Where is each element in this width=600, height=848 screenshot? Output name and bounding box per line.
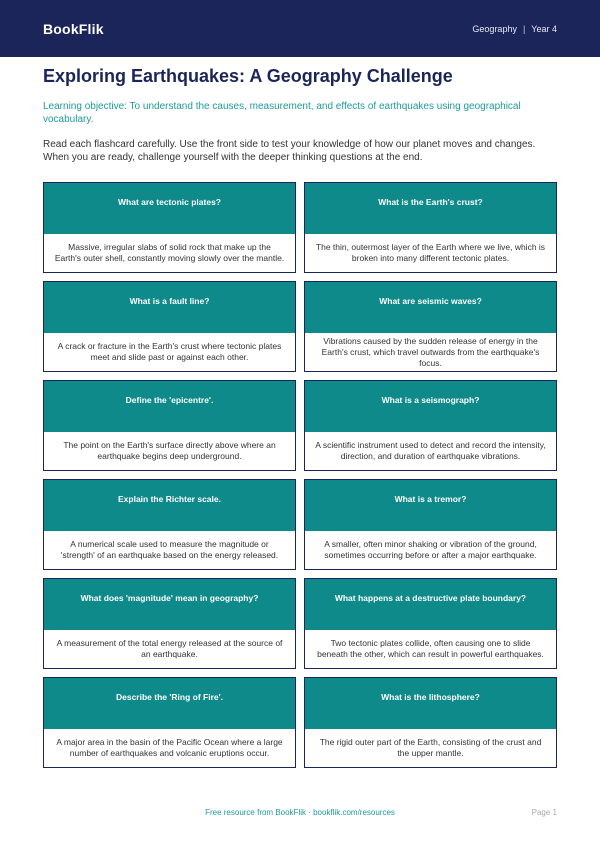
page-title: Exploring Earthquakes: A Geography Challenge: [43, 66, 453, 86]
brand-logo[interactable]: BookFlik: [43, 20, 104, 37]
flashcard[interactable]: [43, 578, 296, 669]
flashcard-back: A measurement of the total energy released at the source of an earthquake.: [56, 638, 283, 659]
flashcard-back: A numerical scale used to measure the magnitude or 'strength' of an earthquake based on the energy released.: [60, 539, 279, 560]
flashcard-back: A smaller, often minor shaking or vibration of the ground, sometimes occurring before or after a major earthquake.: [324, 539, 537, 560]
flashcard-front: What is a fault line?: [44, 282, 295, 333]
flashcard[interactable]: [304, 182, 557, 273]
flashcard-back: Two tectonic plates collide, often causing one to slide beneath the other, which can result in powerful earthquakes.: [317, 638, 544, 659]
flashcard-back: Vibrations caused by the sudden release of energy in the Earth's crust, which travel outwards from the earthquake's focus.: [321, 335, 540, 368]
flashcard-front: What is the Earth's crust?: [305, 183, 556, 234]
intro-text: Read each flashcard carefully. Use the front side to test your knowledge of how our planet moves and changes. When you are ready, challenge yourself with the deeper thinking questions at the end.: [43, 139, 536, 163]
flashcard[interactable]: [43, 182, 296, 273]
flashcard-front: What happens at a destructive plate boundary?: [305, 579, 556, 630]
flashcard[interactable]: [304, 479, 557, 570]
flashcard-front: What are seismic waves?: [305, 282, 556, 333]
flashcard-back: The point on the Earth's surface directly above where an earthquake begins deep underground.: [63, 440, 276, 461]
breadcrumb-separator: |: [522, 23, 526, 34]
flashcard[interactable]: [43, 380, 296, 471]
flashcard-front: Define the 'epicentre'.: [44, 381, 295, 432]
flashcard-back: A major area in the basin of the Pacific Ocean where a large number of earthquakes and volcanic eruptions occur.: [56, 737, 283, 758]
year-label: Year 4: [531, 23, 557, 34]
flashcard-front: What is a tremor?: [305, 480, 556, 531]
flashcard-back: A scientific instrument used to detect and record the intensity, direction, and duration of earthquake vibrations.: [315, 440, 546, 461]
flashcard[interactable]: [43, 479, 296, 570]
flashcard-back: The rigid outer part of the Earth, consisting of the crust and the upper mantle.: [319, 737, 542, 758]
flashcard-back: The thin, outermost layer of the Earth where we live, which is broken into many different tectonic plates.: [315, 242, 546, 263]
flashcard-grid: [43, 182, 557, 768]
top-bar: [0, 0, 600, 57]
flashcard[interactable]: [43, 677, 296, 768]
flashcard-front: What is the lithosphere?: [305, 678, 556, 729]
flashcard-front: What is a seismograph?: [305, 381, 556, 432]
flashcard-front: Describe the 'Ring of Fire'.: [44, 678, 295, 729]
flashcard[interactable]: [43, 281, 296, 372]
page-number: Page 1: [531, 808, 557, 817]
flashcard-back: A crack or fracture in the Earth's crust where tectonic plates meet and slide past or against each other.: [57, 341, 282, 362]
flashcard-back: Massive, irregular slabs of solid rock that make up the Earth's outer shell, constantly moving slowly over the mantle.: [54, 242, 285, 263]
footer-link[interactable]: Free resource from BookFlik · bookflik.com/resources: [205, 808, 395, 817]
flashcard[interactable]: [304, 281, 557, 372]
flashcard[interactable]: [304, 380, 557, 471]
flashcard-front: What are tectonic plates?: [44, 183, 295, 234]
flashcard[interactable]: [304, 677, 557, 768]
flashcard-front: Explain the Richter scale.: [44, 480, 295, 531]
subject-label: Geography: [472, 23, 517, 34]
flashcard-front: What does 'magnitude' mean in geography?: [44, 579, 295, 630]
learning-objective: Learning objective: To understand the causes, measurement, and effects of earthquakes using geographical vocabulary.: [43, 101, 521, 125]
breadcrumb: [472, 24, 557, 34]
flashcard[interactable]: [304, 578, 557, 669]
